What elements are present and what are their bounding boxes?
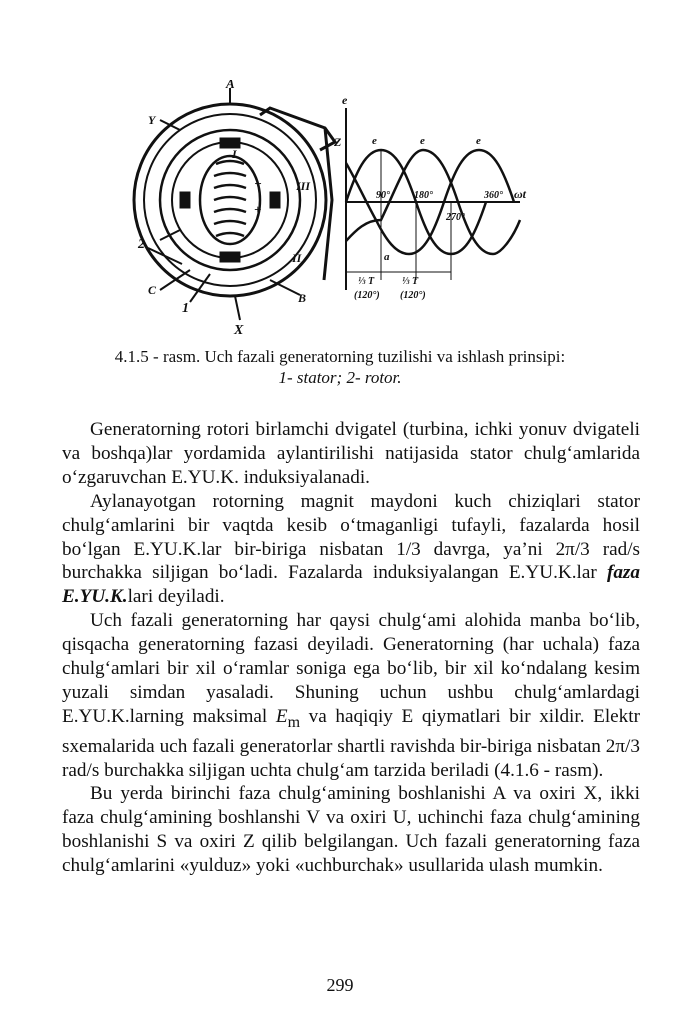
label-e2: e [420, 135, 425, 147]
label-B: B [298, 291, 307, 305]
caption-line-1: 4.1.5 - rasm. Uch fazali generatorning tuzilishi va ishlash prinsipi: [114, 347, 566, 366]
label-270: 270° [446, 212, 465, 223]
figure-caption [40, 346, 640, 388]
caption-line-2: 1- stator; 2- rotor. [278, 368, 402, 387]
label-III: III [296, 179, 311, 193]
paragraph-1: Generatorning rotori birlamchi dvigatel (turbina, ichki yonuv dvigateli va boshqa)lar yordamida aylantirilishi natijasida stator chulg‘amlarida o‘zgaruvchan E.YU.K. induksiyalanadi. [62, 419, 640, 488]
label-e3: e [476, 135, 481, 147]
page-number: 299 [326, 975, 354, 995]
label-third-T-1: ⅓ T [358, 276, 375, 287]
symbol-E-subscript: m [287, 713, 301, 731]
label-90: 90° [376, 190, 390, 201]
label-plus: + [254, 202, 262, 217]
label-A: A [226, 80, 235, 91]
label-120-2: (120°) [400, 290, 426, 301]
label-Z: Z [334, 135, 342, 149]
body-text [62, 418, 640, 878]
paragraph-3-text-before: Uch fazali generatorning har qaysi chulg‘ami alohida manba bo‘lib, qisqacha generatorning fazasi deyiladi. Generatorning (har uchala) faza chulg‘amlari bir xil o‘ramlar soniga ega bo‘lib, bir xil ko‘ndalang kesim yuzali simdan yasaladi. Shuning uchun ushbu chulg‘amlardagi E.YU.K.larning maksimal [62, 610, 640, 727]
term-faza-eyuk: faza E.YU.K. [62, 562, 640, 608]
label-X: X [234, 323, 244, 338]
paragraph-2 [62, 490, 640, 610]
label-360: 360° [484, 190, 503, 201]
paragraph-2-text-after: lari deyiladi. [127, 586, 225, 608]
symbol-E: E [275, 705, 288, 727]
label-I: I [232, 147, 237, 161]
label-minus: − [254, 176, 262, 191]
label-e-axis: e [342, 93, 348, 107]
label-C: C [148, 283, 157, 297]
paragraph-4: Bu yerda birinchi faza chulg‘amining boshlanishi A va oxiri X, ikki faza chulg‘amining boshlanshi V va oxiri U, uchinchi faza chulg‘amining boshlanishi S va oxiri Z qilib belgilangan. Uch fazali generatorning faza chulg‘amlarini «yulduz» yoki «uchburchak» usullarida ulash mumkin. [62, 783, 640, 877]
label-wt: ωt [514, 187, 527, 201]
generator-figure [120, 80, 560, 340]
label-e1: e [372, 135, 377, 147]
label-120-1: (120°) [354, 290, 380, 301]
stator-drawing [134, 88, 335, 320]
label-II: II [292, 251, 302, 265]
label-third-T-2: ⅓ T [402, 276, 419, 287]
label-a: a [384, 251, 390, 263]
generator-diagram [120, 80, 560, 340]
paragraph-3-text-after: va haqiqiy E qiymatlari bir xildir. Elektr sxemalarida uch fazali generatorlar shartli ravishda bir-biriga nisbatan 2π/3 rad/s burchakka siljigan uchta chulg‘am tarzida beriladi (4.1.6 - rasm). [62, 705, 640, 781]
paragraph-3 [62, 609, 640, 782]
paragraph-2-text-before: Aylanayotgan rotorning magnit maydoni kuch chiziqlari stator chulg‘amlarini bir vaqtda kesib o‘tmaganligi tufayli, fazalarda hosil bo‘lgan E.YU.K.lar bir-biriga nisbatan 1/3 davrga, ya’ni 2π/3 rad/s burchakka siljigan bo‘ladi. Fazalarda induksiyalangan E.YU.K.lar [62, 490, 640, 584]
label-180: 180° [414, 190, 433, 201]
label-part1: 1 [182, 301, 189, 316]
label-part2: 2 [138, 237, 145, 252]
label-Y: Y [148, 113, 156, 127]
